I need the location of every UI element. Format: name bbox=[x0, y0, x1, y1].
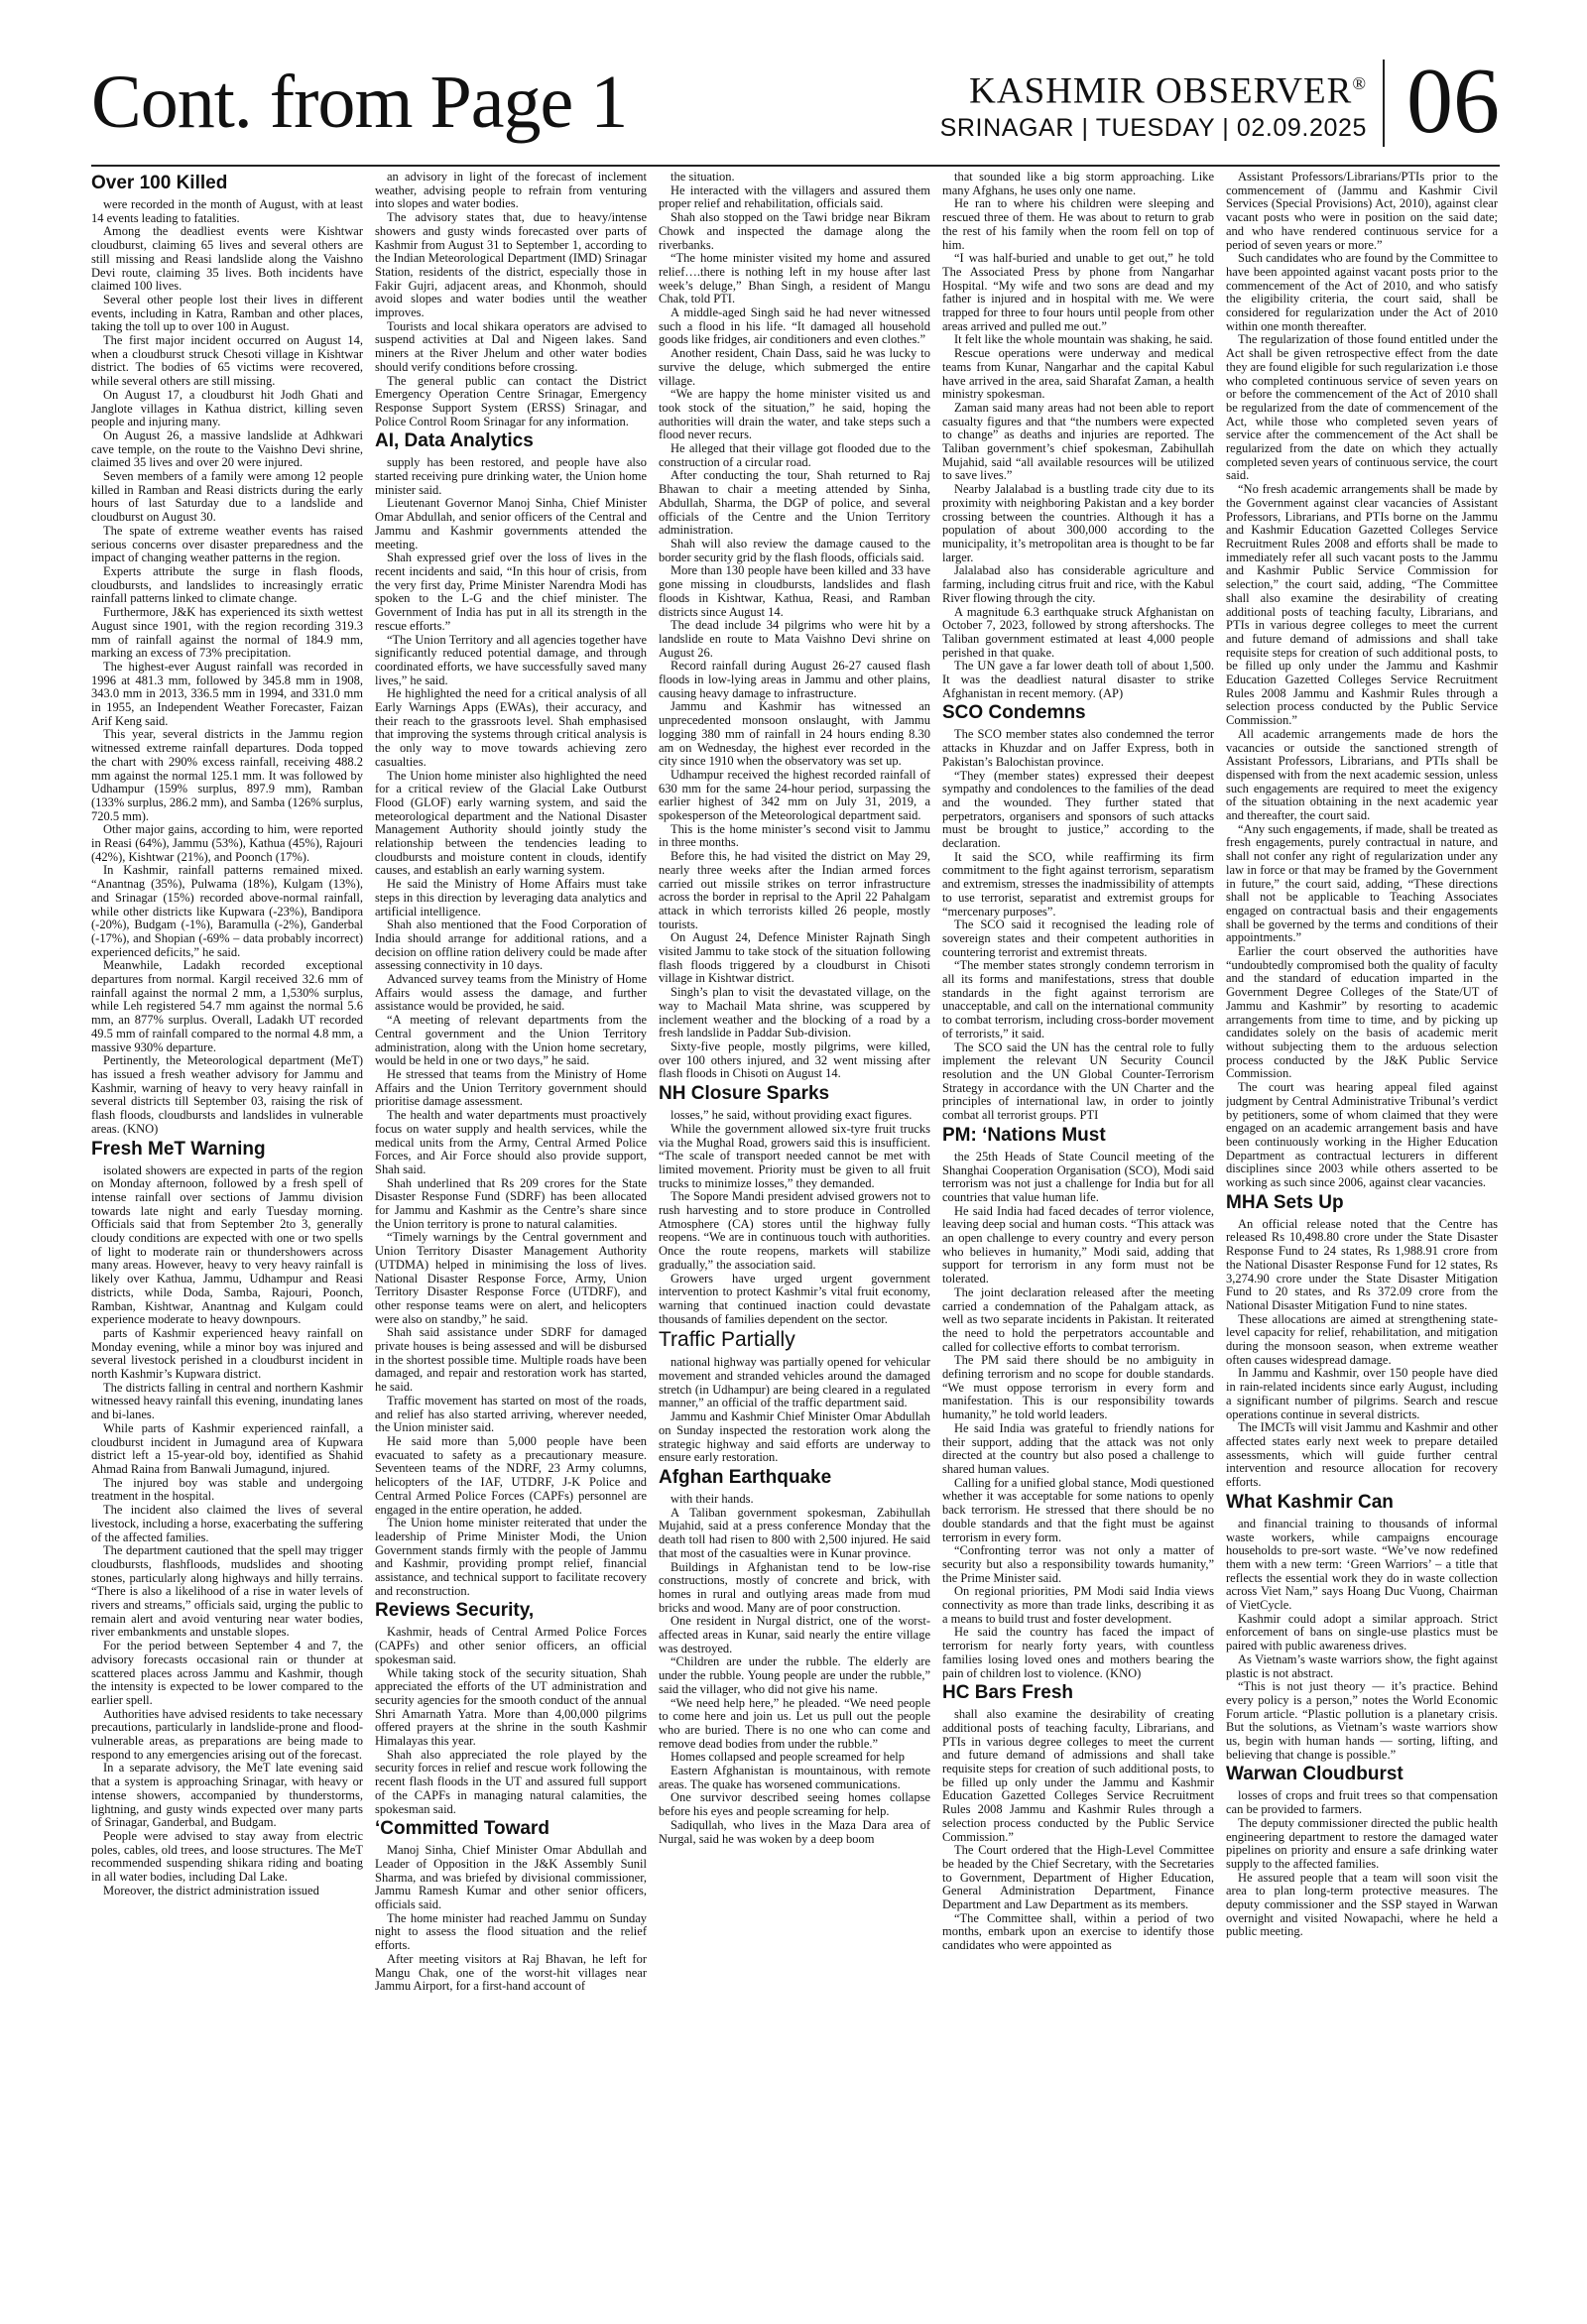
paragraph: The Union home minister also highlighted the need for a critical review of the Glacial Lake Outburst Flood (GLOF) early warning system, and said the meteorological department and the National Disaster Management Authority should jointly study the relationship between the tendencies leading to cloudbursts and moisture content in clouds, identify causes, and establish an early warning system. bbox=[375, 768, 647, 878]
paragraph: He said India was grateful to friendly nations for their support, adding that the attack was not only directed at the country but also posed a challenge to shared human values. bbox=[942, 1420, 1214, 1476]
paragraph: He assured people that a team will soon visit the area to plan long-term protective measures. The deputy commissioner and the SSP stayed in Warwan overnight and visited Nowapachi, where he held a public meeting. bbox=[1226, 1870, 1498, 1939]
paragraph: Before this, he had visited the district on May 29, nearly three weeks after the Indian armed forces carried out missile strikes on terror infrastructure across the border in reprisal to the April 22 Pahalgam attack in which terrorists killed 26 people, mostly tourists. bbox=[659, 849, 930, 931]
paragraph: He highlighted the need for a critical analysis of all Early Warnings Apps (EWAs), their accuracy, and their reach to the grassroots level. Shah emphasised that improving the systems through critical analysis is the only way to move towards achieving zero casualties. bbox=[375, 686, 647, 769]
paragraph: These allocations are aimed at strengthening state-level capacity for relief, rehabilitation, and mitigation during the monsoon season, when extreme weather often causes widespread damage. bbox=[1226, 1311, 1498, 1367]
paragraph: Kashmir, heads of Central Armed Police Forces (CAPFs) and other senior officers, an official spokesman said. bbox=[375, 1625, 647, 1666]
paragraph: He said the country has faced the impact of terrorism for nearly forty years, with countless families losing loved ones and mothers bearing the pain of children lost to violence. (KNO) bbox=[942, 1625, 1214, 1680]
paragraph: shall also examine the desirability of creating additional posts of teaching faculty, Librarians, and PTIs in various degree colleges to meet the current and future demand of admissions and shall take requisite steps for creation of such additional posts, to be filled up only under the Jammu and Kashmir Education Gazetted Colleges Service Recruitment Rules 2008 Jammu and Kashmir Rules through a selection process conducted by the Public Service Commission.” bbox=[942, 1707, 1214, 1844]
paragraph: Jammu and Kashmir Chief Minister Omar Abdullah on Sunday inspected the restoration work along the strategic highway and said efforts are underway to ensure early restoration. bbox=[659, 1409, 930, 1465]
paragraph: Eastern Afghanistan is mountainous, with remote areas. The quake has worsened communications. bbox=[659, 1764, 930, 1791]
paragraph: “Children are under the rubble. The elderly are under the rubble. Young people are under the rubble,” said the villager, who did not give his name. bbox=[659, 1654, 930, 1696]
paragraph: The IMCTs will visit Jammu and Kashmir and other affected states early next week to prepare detailed assessments, which will guide further central intervention and resource allocation for recovery efforts. bbox=[1226, 1420, 1498, 1490]
paragraph: “I was half-buried and unable to get out,” he told The Associated Press by phone from Nangarhar Hospital. “My wife and two sons are dead and my father is injured and in hospital with me. We were trapped for three to four hours until people from other areas arrived and pulled me out.” bbox=[942, 251, 1214, 333]
headline: What Kashmir Can bbox=[1226, 1491, 1394, 1513]
column-5 bbox=[1226, 171, 1498, 2293]
headline: NH Closure Sparks bbox=[659, 1083, 830, 1105]
paragraph: Such candidates who are found by the Committee to have been appointed against vacant posts prior to the commencement of the Act of 2010, and who satisfy the eligibility criteria, the court said, shall be considered for regularization under the Act of 2010 within one month thereafter. bbox=[1226, 251, 1498, 333]
paragraph: supply has been restored, and people have also started receiving pure drinking water, the Union home minister said. bbox=[375, 455, 647, 497]
paragraph: The districts falling in central and northern Kashmir witnessed heavy rainfall this evening, inundating lanes and bi-lanes. bbox=[91, 1380, 363, 1422]
headline: HC Bars Fresh bbox=[942, 1682, 1073, 1704]
paragraph: were recorded in the month of August, with at least 14 events leading to fatalities. bbox=[91, 197, 363, 225]
paragraph: The first major incident occurred on August 14, when a cloudburst struck Chesoti village in Kishtwar district. The bodies of 65 victims were recovered, while several others are still missing. bbox=[91, 333, 363, 389]
paragraph: Shah also mentioned that the Food Corporation of India should arrange for additional rations, and a decision on offline ration delivery could be made after assessing connectivity in 10 days. bbox=[375, 917, 647, 973]
paragraph: The dead include 34 pilgrims who were hit by a landslide en route to Mata Vaishno Devi shrine on August 26. bbox=[659, 618, 930, 660]
headline: ‘Committed Toward bbox=[375, 1818, 549, 1840]
column-1 bbox=[91, 171, 363, 2293]
paragraph: One survivor described seeing homes collapse before his eyes and people screaming for help. bbox=[659, 1790, 930, 1819]
paragraph: Advanced survey teams from the Ministry of Home Affairs would assess the damage, and further assistance would be provided, he said. bbox=[375, 972, 647, 1014]
paragraph: The Sopore Mandi president advised growers not to rush harvesting and to store produce in Controlled Atmosphere (CA) stores until the highway fully reopens. “We are in continuous touch with authorities. Once the route reopens, markets will stabilize gradually,” the association said. bbox=[659, 1189, 930, 1272]
paragraph: While the government allowed six-tyre fruit trucks via the Mughal Road, growers said this is insufficient. “The scale of transport needed cannot be met with limited movement. Priority must be given to all fruit trucks to minimize losses,” they demanded. bbox=[659, 1121, 930, 1190]
paragraph: an advisory in light of the forecast of inclement weather, advising people to refrain from venturing into slopes and water bodies. bbox=[375, 171, 647, 211]
paragraph: The spate of extreme weather events has raised serious concerns over disaster preparedness and the impact of changing weather patterns in the region. bbox=[91, 523, 363, 565]
paragraph: More than 130 people have been killed and 33 have gone missing in cloudbursts, landslides and flash floods in Kishtwar, Kathua, Reasi, and Ramban districts since August 14. bbox=[659, 563, 930, 619]
masthead bbox=[91, 52, 1500, 161]
brand-name: KASHMIR OBSERVER bbox=[969, 70, 1353, 112]
paragraph: One resident in Nurgal district, one of the worst-affected areas in Kunar, said nearly the entire village was destroyed. bbox=[659, 1614, 930, 1655]
paragraph: Earlier the court observed the authorities have “undoubtedly compromised both the quality of faculty and the standard of education imparted in the Government Degree Colleges of the State/UT of Jammu and Kashmir” by resorting to academic arrangements from time to time, and by picking up candidates solely on the basis of academic merit without subjecting them to the arduous selection process conducted by the J&K Public Service Commission. bbox=[1226, 944, 1498, 1081]
paragraph: Traffic movement has started on most of the roads, and relief has also started arriving, wherever needed, the Union minister said. bbox=[375, 1393, 647, 1435]
paragraph: The highest-ever August rainfall was recorded in 1996 at 481.3 mm, followed by 345.8 mm in 1908, 343.0 mm in 2013, 336.5 mm in 1994, and 331.0 mm in 1955, an Independent Weather Forecaster, Faizan Arif Keng said. bbox=[91, 659, 363, 728]
paragraph: Zaman said many areas had not been able to report casualty figures and that “the numbers were expected to change” as deaths and injuries are reported. The Taliban government’s chief spokesman, Zabihullah Mujahid, said “all available resources will be utilized to save lives.” bbox=[942, 400, 1214, 483]
paragraph: He said the Ministry of Home Affairs must take steps in this direction by leveraging data analytics and artificial intelligence. bbox=[375, 877, 647, 918]
paragraph: He stressed that teams from the Ministry of Home Affairs and the Union Territory government should prioritise damage assessment. bbox=[375, 1067, 647, 1109]
paragraph: The general public can contact the District Emergency Operation Centre Srinagar, Emergency Response Support System (ERSS) Srinagar, and Police Control Room Srinagar for any information. bbox=[375, 373, 647, 428]
paragraph: In Kashmir, rainfall patterns remained mixed. “Anantnag (35%), Pulwama (18%), Kulgam (13%), and Srinagar (15%) recorded above-normal rainfall, while other districts like Kupwara (-23%), Bandipora (-20%), Budgam (-1%), Baramulla (-2%), Ganderbal (-17%), and Shopian (-69% – data probably incorrect) experienced deficits,” he said. bbox=[91, 863, 363, 959]
paragraph: It said the SCO, while reaffirming its firm commitment to the fight against terrorism, separatism and extremism, stresses the inadmissibility of attempts to use terrorist, separatist and extremist groups for “mercenary purposes”. bbox=[942, 849, 1214, 918]
paragraph: The SCO member states also condemned the terror attacks in Khuzdar and on Jaffer Express, both in Pakistan’s Balochistan province. bbox=[942, 727, 1214, 769]
paragraph: A magnitude 6.3 earthquake struck Afghanistan on October 7, 2023, followed by strong aftershocks. The Taliban government estimated at least 4,000 people perished in that quake. bbox=[942, 604, 1214, 660]
paragraph: Shah underlined that Rs 209 crores for the State Disaster Response Fund (SDRF) has been allocated for Jammu and Kashmir as the Centre’s share since the Union territory is prone to natural calamities. bbox=[375, 1175, 647, 1231]
paragraph: “The Committee shall, within a period of two months, embark upon an exercise to identify those candidates who were appointed as bbox=[942, 1910, 1214, 1953]
paragraph: Assistant Professors/Librarians/PTIs prior to the commencement of (Jammu and Kashmir Civil Services (Special Provisions) Act, 2010), against clear vacant posts who were in position on the said date; and who have rendered continuous service for a period of seven years or more.” bbox=[1226, 171, 1498, 252]
column-4 bbox=[942, 171, 1214, 2293]
paragraph: The UN gave a far lower death toll of about 1,500. It was the deadliest natural disaster to strike Afghanistan in recent memory. (AP) bbox=[942, 659, 1214, 700]
paragraph: “Confronting terror was not only a matter of security but also a responsibility towards humanity,” the Prime Minister said. bbox=[942, 1543, 1214, 1585]
paragraph: The SCO said the UN has the central role to fully implement the relevant UN Security Council resolution and the UN Global Counter-Terrorism Strategy in accordance with the UN Charter and the principles of international law, in order to jointly combat all terrorist groups. PTI bbox=[942, 1040, 1214, 1123]
paragraph: Experts attribute the surge in flash floods, cloudbursts, and landslides to increasingly erratic rainfall patterns linked to climate change. bbox=[91, 563, 363, 606]
headline: Traffic Partially bbox=[659, 1328, 795, 1352]
paragraph: On August 24, Defence Minister Rajnath Singh visited Jammu to take stock of the situation following flash floods triggered by a cloudburst in Chisoti village in Kishtwar district. bbox=[659, 930, 930, 986]
headline: Over 100 Killed bbox=[91, 173, 228, 193]
paragraph: Kashmir could adopt a similar approach. Strict enforcement of bans on single-use plastics must be paired with public awareness drives. bbox=[1226, 1611, 1498, 1653]
paragraph: A Taliban government spokesman, Zabihullah Mujahid, said at a press conference Monday that the death toll had risen to 800 with 2,500 injured. He said that most of the casualties were in Kunar province. bbox=[659, 1505, 930, 1560]
paragraph: Shah also appreciated the role played by the security forces in relief and rescue work following the recent flash floods in the UT and assured full support of the CAPFs in managing natural calamities, the spokesman said. bbox=[375, 1747, 647, 1816]
paragraph: An official release noted that the Centre has released Rs 10,498.80 crore under the State Disaster Response Fund to 24 states, Rs 1,988.91 crore from the National Disaster Response Fund for 12 states, Rs 3,274.90 crore under the State Disaster Mitigation Fund to 20 states, and Rs 372.09 crore from the National Disaster Mitigation Fund to nine states. bbox=[1226, 1216, 1498, 1312]
paragraph: He interacted with the villagers and assured them proper relief and rehabilitation, officials said. bbox=[659, 183, 930, 211]
paragraph: Shah said assistance under SDRF for damaged private houses is being assessed and will be disbursed in the shortest possible time. Multiple roads have been damaged, and repair and restoration work has started, he said. bbox=[375, 1325, 647, 1395]
paragraph: “This is not just theory — it’s practice. Behind every policy is a person,” notes the World Economic Forum article. “Plastic pollution is a planetary crisis. But the solutions, as Vietnam’s waste warriors show us, begin with human hands — sorting, lifting, and believing that change is possible.” bbox=[1226, 1679, 1498, 1762]
paragraph: Tourists and local shikara operators are advised to suspend activities at Dal and Nigeen lakes. Sand miners at the River Jhelum and other water bodies should verify conditions before crossing. bbox=[375, 318, 647, 374]
paragraph: This is the home minister’s second visit to Jammu in three months. bbox=[659, 821, 930, 850]
paragraph: The Union home minister reiterated that under the leadership of Prime Minister Modi, the Union Government stands firmly with the people of Jammu and Kashmir, providing prompt relief, financial assistance, and technical support to facilitate recovery and reconstruction. bbox=[375, 1516, 647, 1598]
paragraph: that sounded like a big storm approaching. Like many Afghans, he uses only one name. bbox=[942, 171, 1214, 197]
paragraph: losses,” he said, without providing exact figures. bbox=[671, 1108, 913, 1123]
paragraph: Pertinently, the Meteorological department (MeT) has issued a fresh weather advisory for Jammu and Kashmir, warning of heavy to very heavy rainfall in several districts till September 03, raising the risk of flash floods, cloudbursts and landslides in vulnerable areas. (KNO) bbox=[91, 1053, 363, 1136]
paragraph: As Vietnam’s waste warriors show, the fight against plastic is not abstract. bbox=[1226, 1651, 1498, 1680]
paragraph: The regularization of those found entitled under the Act shall be given retrospective effect from the date they are found eligible for such regularization i.e those who completed continuous service of seven years on or before the commencement of the Act of 2010 shall be regularized from the date of commencement of the Act, while those who completed seven years of service after the commencement of the Act shall be regularized from the date on which they actually completed seven years of continuous service, the court said. bbox=[1226, 332, 1498, 483]
paragraph: Manoj Sinha, Chief Minister Omar Abdullah and Leader of Opposition in the J&K Assembly Sunil Sharma, and was briefed by divisional commissioner, Jammu Ramesh Kumar and other senior officers, officials said. bbox=[375, 1843, 647, 1912]
masthead-divider bbox=[1383, 60, 1385, 147]
masthead-rule bbox=[91, 165, 1500, 167]
paragraph: isolated showers are expected in parts of the region on Monday afternoon, followed by a fresh spell of intense rainfall over sections of Jammu division towards late night and early Tuesday morning. Officials said that from September 2to 3, generally cloudy conditions are expected with one or two spells of light to moderate rain or thundershowers across many areas. However, heavy to very heavy rainfall is likely over Kathua, Jammu, Udhampur and Reasi districts, while Doda, Samba, Rajouri, Poonch, Ramban, Kishtwar, Anantnag and Kulgam could experience moderate to heavy downpours. bbox=[91, 1162, 363, 1327]
paragraph: While parts of Kashmir experienced rainfall, a cloudburst incident in Jumagund area of Kupwara district left a 15-year-old boy, identified as Shahid Ahmad Raina from Banwali Jumagund, injured. bbox=[91, 1420, 363, 1476]
headline: AI, Data Analytics bbox=[375, 430, 534, 452]
paragraph: The deputy commissioner directed the public health engineering department to restore the damaged water pipelines on priority and ensure a safe drinking water supply to the affected families. bbox=[1226, 1815, 1498, 1871]
paragraph: the situation. bbox=[671, 171, 735, 183]
paragraph: On August 26, a massive landslide at Adhkwari cave temple, on the route to the Vaishno Devi shrine, claimed 35 lives and over 20 were injured. bbox=[91, 428, 363, 470]
paragraph: Jalalabad also has considerable agriculture and farming, including citrus fruit and rice, with the Kabul River flowing through the city. bbox=[942, 563, 1214, 605]
paragraph: “The home minister visited my home and assured relief….there is nothing left in my house after last week’s deluge,” Bhan Singh, a resident of Mangu Chak, told PTI. bbox=[659, 251, 930, 306]
paragraph: The health and water departments must proactively focus on water supply and health services, while the medical units from the Army, Central Armed Police Forces, and Air Force should also provide support, Shah said. bbox=[375, 1108, 647, 1176]
paragraph: national highway was partially opened for vehicular movement and stranded vehicles around the damaged stretch (in Udhampur) are being cleared in a regulated manner,” an official of the traffic department said. bbox=[659, 1355, 930, 1410]
headline: Afghan Earthquake bbox=[659, 1466, 832, 1488]
paragraph: Calling for a unified global stance, Modi questioned whether it was acceptable for some nations to openly back terrorism. He stressed that there should be no double standards and that the fight must be against terrorism in every form. bbox=[942, 1475, 1214, 1544]
paragraph: This year, several districts in the Jammu region witnessed extreme rainfall departures. Doda topped the chart with 290% excess rainfall, receiving 488.2 mm against the normal 125.1 mm. It was followed by Udhampur (159% surplus, 897.9 mm), Ramban (133% surplus, 286.2 mm), and Samba (126% surplus, 720.5 mm). bbox=[91, 727, 363, 823]
paragraph: Moreover, the district administration issued bbox=[103, 1883, 319, 1897]
paragraph: In a separate advisory, the MeT late evening said that a system is approaching Srinagar, with heavy or intense showers, accompanied by thunderstorms, lightning, and gusty winds expected over many parts of Srinagar, Ganderbal, and Budgam. bbox=[91, 1761, 363, 1830]
paragraph: “No fresh academic arrangements shall be made by the Government against clear vacancies of Assistant Professors, Librarians, and PTIs borne on the Jammu and Kashmir Education Gazetted Colleges Service Recruitment Rules 2008 and efforts shall be made to immediately refer all such vacant posts to the Jammu and Kashmir Public Service Commission for selection,” the court said, adding, “The Committee shall also examine the desirability of creating additional posts of teaching faculty, Librarians, and PTIs in various degree colleges to meet the current and future demand of admissions and shall take requisite steps for creation of such additional posts, to be filled up only under the Jammu and Kashmir Education Gazetted Colleges Service Recruitment Rules 2008 Jammu and Kashmir Rules through a selection process conducted by the Public Service Commission.” bbox=[1226, 482, 1498, 728]
paragraph: Nearby Jalalabad is a bustling trade city due to its proximity with neighboring Pakistan and a key border crossing between the countries. Although it has a population of about 300,000 according to the municipality, it’s metropolitan area is thought to be far larger. bbox=[942, 482, 1214, 564]
paragraph: On regional priorities, PM Modi said India views connectivity as more than trade links, describing it as a means to build trust and foster development. bbox=[942, 1584, 1214, 1626]
paragraph: Authorities have advised residents to take necessary precautions, particularly in landslide-prone and flood-vulnerable areas, as preparations are being made to respond to any emergencies arising out of the forecast. bbox=[91, 1706, 363, 1762]
paragraph: Jammu and Kashmir has witnessed an unprecedented monsoon onslaught, with Jammu logging 380 mm of rainfall in 24 hours ending 8.30 am on Wednesday, the highest ever recorded in the city since 1910 when the observatory was set up. bbox=[659, 699, 930, 769]
paragraph: After meeting visitors at Raj Bhavan, he left for Mangu Chak, one of the worst-hit villages near Jammu Airport, for a first-hand account of bbox=[375, 1951, 647, 1994]
headline: SCO Condemns bbox=[942, 702, 1086, 724]
paragraph: Lieutenant Governor Manoj Sinha, Chief Minister Omar Abdullah, and senior officers of the Central and Jammu and Kashmir governments attended the meeting. bbox=[375, 496, 647, 551]
paragraph: Sadiqullah, who lives in the Maza Dara area of Nurgal, said he was woken by a deep boom bbox=[659, 1817, 930, 1846]
paragraph: Shah expressed grief over the loss of lives in the recent incidents and said, “In this hour of crisis, from the very first day, Prime Minister Narendra Modi has spoken to the L-G and the chief minister. The Government of India has put in all its strength in the rescue efforts.” bbox=[375, 550, 647, 633]
paragraph: He said India had faced decades of terror violence, leaving deep social and human costs. “This attack was an open challenge to every country and every person who believes in humanity,” Modi said, adding that support for terrorism in any form must not be tolerated. bbox=[942, 1203, 1214, 1286]
paragraph: He said more than 5,000 people have been evacuated to safety as a precautionary measure. Seventeen teams of the NDRF, 23 Army columns, helicopters of the IAF, UTDRF, J-K Police and Central Armed Police Forces (CAPFs) personnel are engaged in the entire operation, he added. bbox=[375, 1433, 647, 1517]
paragraph: Shah also stopped on the Tawi bridge near Bikram Chowk and inspected the damage along the riverbanks. bbox=[659, 210, 930, 252]
paragraph: While taking stock of the security situation, Shah appreciated the efforts of the UT administration and security agencies for the smooth conduct of the annual Shri Amarnath Yatra. More than 4,00,000 pilgrims offered prayers at the shrine in the south Kashmir Himalayas this year. bbox=[375, 1665, 647, 1749]
paragraph: Growers have urged urgent government intervention to protect Kashmir’s vital fruit economy, warning that continued inaction could devastate thousands of families dependent on the sector. bbox=[659, 1271, 930, 1326]
paragraph: “The Union Territory and all agencies together have significantly reduced potential damage, and through coordinated efforts, we have successfully saved many lives,” he said. bbox=[375, 632, 647, 687]
headline: Warwan Cloudburst bbox=[1226, 1764, 1404, 1785]
paragraph: The Court ordered that the High-Level Committee be headed by the Chief Secretary, with the Secretaries to Government, Department of Higher Education, General Administration Department, Finance Department and Law Department as its members. bbox=[942, 1843, 1214, 1912]
paragraph: the 25th Heads of State Council meeting of the Shanghai Cooperation Organisation (SCO), Modi said terrorism was not just a challenge for India but for all countries that value human life. bbox=[942, 1149, 1214, 1204]
paragraph: with their hands. bbox=[671, 1491, 754, 1506]
paragraph: The advisory states that, due to heavy/intense showers and gusty winds forecasted over parts of Kashmir from August 31 to September 1, according to the Indian Meteorological Department (IMD) Srinagar Station, residents of the district, especially those in Fakir Gujri, adjacent areas, and Khonmoh, should avoid slopes and water bodies until the weather improves. bbox=[375, 210, 647, 320]
dateline: SRINAGAR | TUESDAY | 02.09.2025 bbox=[939, 114, 1367, 142]
paragraph: “Timely warnings by the Central government and Union Territory Disaster Management Authority (UTDMA) helped in minimising the loss of lives. National Disaster Response Force, Army, Union Territory Disaster Response Force (UTDRF), and other response teams were on alert, and helicopters were also on standby,” he said. bbox=[375, 1230, 647, 1326]
paragraph: All academic arrangements made de hors the vacancies or outside the sanctioned strength of Assistant Professors, Librarians, and PTIs shall be dispensed with from the next academic session, unless such engagements are required to meet the exigency of the situation obtaining in the next academic year and thereafter, the court said. bbox=[1226, 726, 1498, 823]
paragraph: The department cautioned that the spell may trigger cloudbursts, flashfloods, mudslides and shooting stones, particularly along highways and hilly terrains. “There is also a likelihood of a rise in water levels of rivers and streams,” officials said, urging the public to remain alert and avoid venturing near water bodies, river embankments and unstable slopes. bbox=[91, 1543, 363, 1640]
article-columns bbox=[91, 171, 1500, 2293]
page-number: 06 bbox=[1406, 50, 1500, 153]
paragraph: Record rainfall during August 26-27 caused flash floods in low-lying areas in Jammu and other plains, causing heavy damage to infrastructure. bbox=[659, 659, 930, 700]
paragraph: People were advised to stay away from electric poles, cables, old trees, and loose structures. The MeT recommended suspending shikara riding and boating in all water bodies, including Dal Lake. bbox=[91, 1828, 363, 1885]
paragraph: After conducting the tour, Shah returned to Raj Bhawan to chair a meeting attended by Sinha, Abdullah, Sharma, the DGP of police, and several officials of the Centre and the Union Territory administration. bbox=[659, 468, 930, 538]
paragraph: Buildings in Afghanistan tend to be low-rise constructions, mostly of concrete and brick, with homes in rural and outlying areas made from mud bricks and wood. Many are of poor construction. bbox=[659, 1559, 930, 1615]
headline: MHA Sets Up bbox=[1226, 1191, 1344, 1213]
paragraph: He ran to where his children were sleeping and rescued three of them. He was about to return to grab the rest of his family when the room fell on top of him. bbox=[942, 196, 1214, 252]
paragraph: The home minister had reached Jammu on Sunday night to assess the flood situation and the relief efforts. bbox=[375, 1910, 647, 1953]
paragraph: Among the deadliest events were Kishtwar cloudburst, claiming 65 lives and several others are still missing and Reasi landslide along the Vaishno Devi route, claiming 35 lives. Both incidents have claimed 100 lives. bbox=[91, 224, 363, 294]
paragraph: Singh’s plan to visit the devastated village, on the way to Machail Mata shrine, was scuppered by inclement weather and the blocking of a road by a fresh landslide in Paddar Sub-division. bbox=[659, 985, 930, 1040]
paragraph: Seven members of a family were among 12 people killed in Ramban and Reasi districts during the early hours of last Saturday due to a landslide and cloudburst on August 30. bbox=[91, 469, 363, 525]
paragraph: Meanwhile, Ladakh recorded exceptional departures from normal. Kargil received 32.6 mm of rainfall against the normal 2 mm, a 1,530% surplus, while Leh registered 54.7 mm against the normal 5.6 mm, an 877% surplus. Overall, Ladakh UT recorded 49.5 mm of rainfall compared to the normal 4.8 mm, a massive 930% departure. bbox=[91, 958, 363, 1054]
paragraph: Rescue operations were underway and medical teams from Kunar, Nangarhar and the capital Kabul have arrived in the area, said Sharafat Zaman, a health ministry spokesman. bbox=[942, 346, 1214, 402]
paragraph: Shah will also review the damage caused to the border security grid by the flash floods, officials said. bbox=[659, 536, 930, 564]
column-2 bbox=[375, 171, 647, 2293]
paragraph: “We need help here,” he pleaded. “We need people to come here and join us. Let us pull out the people who are buried. There is no one who can come and remove dead bodies from under the rubble.” bbox=[659, 1695, 930, 1751]
paragraph: On August 17, a cloudburst hit Jodh Ghati and Janglote villages in Kathua district, killing seven people and injuring many. bbox=[91, 387, 363, 429]
paragraph: Several other people lost their lives in different events, including in Katra, Ramban and other places, taking the toll up to over 100 in August. bbox=[91, 292, 363, 334]
paragraph: The SCO said it recognised the leading role of sovereign states and their competent authorities in countering terrorist and extremist threats. bbox=[942, 917, 1214, 959]
headline: PM: ‘Nations Must bbox=[942, 1124, 1106, 1146]
paragraph: Udhampur received the highest recorded rainfall of 630 mm for the same 24-hour period, surpassing the earlier highest of 342 mm on July 31, 2019, a spokesperson of the Meteorological department said. bbox=[659, 767, 930, 823]
paragraph: The injured boy was stable and undergoing treatment in the hospital. bbox=[91, 1475, 363, 1504]
headline: Reviews Security, bbox=[375, 1600, 535, 1622]
paragraph: losses of crops and fruit trees so that compensation can be provided to farmers. bbox=[1226, 1788, 1498, 1817]
paragraph: For the period between September 4 and 7, the advisory forecasts occasional rain or thunder at scattered places across Jammu and Kashmir, though the intensity is expected to be lower compared to the earlier spell. bbox=[91, 1639, 363, 1707]
paragraph: The court was hearing appeal filed against judgment by Central Administrative Tribunal’s verdict by petitioners, some of whom claimed that they were engaged on an academic arrangement basis and have been continuously working in the Higher Education Department as contractual lecturers in different disciplines since 2003 while others asserted to be working as such since 2006, against clear vacancies. bbox=[1226, 1080, 1498, 1190]
registered-mark: ® bbox=[1352, 73, 1367, 93]
paragraph: “The member states strongly condemn terrorism in all its forms and manifestations, stress that double standards in the fight against terrorism are unacceptable, and call on the international community to combat terrorism, including cross-border movement of terrorists,” it said. bbox=[942, 958, 1214, 1040]
paragraph: The incident also claimed the lives of several livestock, including a horse, exacerbating the suffering of the affected families. bbox=[91, 1503, 363, 1544]
paragraph: The PM said there should be no ambiguity in defining terrorism and no scope for double standards. “We must oppose terrorism in every form and manifestation. This is our responsibility towards humanity,” he told world leaders. bbox=[942, 1353, 1214, 1422]
paragraph: “A meeting of relevant departments from the Central government and the Union Territory administration, along with the Union home secretary, would be held in one or two days,” he said. bbox=[375, 1013, 647, 1068]
paragraph: He alleged that their village got flooded due to the construction of a circular road. bbox=[659, 441, 930, 469]
paragraph: A middle-aged Singh said he had never witnessed such a flood in his life. “It damaged all household goods like fridges, air conditioners and even clothes.” bbox=[659, 306, 930, 347]
newspaper-brand bbox=[969, 61, 1367, 113]
paragraph: Sixty-five people, mostly pilgrims, were killed, over 100 others injured, and 32 went missing after flash floods in Chisoti on August 14. bbox=[659, 1040, 930, 1081]
paragraph: “They (member states) expressed their deepest sympathy and condolences to the families of the dead and the wounded. They further stated that perpetrators, organisers and sponsors of such attacks must be brought to justice,” according to the declaration. bbox=[942, 768, 1214, 851]
paragraph: The joint declaration released after the meeting carried a condemnation of the Pahalgam attack, as well as two separate incidents in Pakistan. It reiterated the need to hold the perpetrators accountable and called for collective efforts to combat terrorism. bbox=[942, 1284, 1214, 1354]
paragraph: “We are happy the home minister visited us and took stock of the situation,” he said, hoping the authorities will drain the water, and take steps such a flood never recurs. bbox=[659, 387, 930, 442]
paragraph: It felt like the whole mountain was shaking, he said. bbox=[954, 332, 1213, 347]
paragraph: Another resident, Chain Dass, said he was lucky to survive the deluge, which submerged the entire village. bbox=[659, 346, 930, 388]
paragraph: parts of Kashmir experienced heavy rainfall on Monday evening, while a minor boy was injured and several livestock perished in a cloudburst incident in north Kashmir’s Kupwara district. bbox=[91, 1325, 363, 1382]
paragraph: Homes collapsed and people screamed for help bbox=[671, 1750, 906, 1765]
paragraph: “Any such engagements, if made, shall be treated as fresh engagements, purely contractual in nature, and shall not confer any right of regularization under any law in force or that may be framed by the Government in future,” the court said, adding, “These directions shall not be applicable to Teaching Associates engaged on contractual basis and their engagements shall be governed by the terms and conditions of their appointments.” bbox=[1226, 821, 1498, 945]
section-title: Cont. from Page 1 bbox=[91, 61, 628, 144]
headline: Fresh MeT Warning bbox=[91, 1138, 266, 1160]
column-3 bbox=[659, 171, 930, 2293]
paragraph: Other major gains, according to him, were reported in Reasi (64%), Jammu (53%), Kathua (45%), Rajouri (42%), Kishtwar (21%), and Poonch (17%). bbox=[91, 822, 363, 864]
paragraph: and financial training to thousands of informal waste workers, while campaigns encourage households to pre-sort waste. “We’ve now redefined them with a new term: ‘Green Warriors’ – a title that reflects the essential work they do in waste collection across Viet Nam,” says Hoang Duc Vuong, Chairman of VietCycle. bbox=[1226, 1516, 1498, 1613]
paragraph: In Jammu and Kashmir, over 150 people have died in rain-related incidents since early August, including a significant number of pilgrims. Search and rescue operations continue in several districts. bbox=[1226, 1366, 1498, 1421]
paragraph: Furthermore, J&K has experienced its sixth wettest August since 1901, with the region recording 319.3 mm of rainfall against the normal of 184.9 mm, marking an excess of 73% precipitation. bbox=[91, 605, 363, 661]
